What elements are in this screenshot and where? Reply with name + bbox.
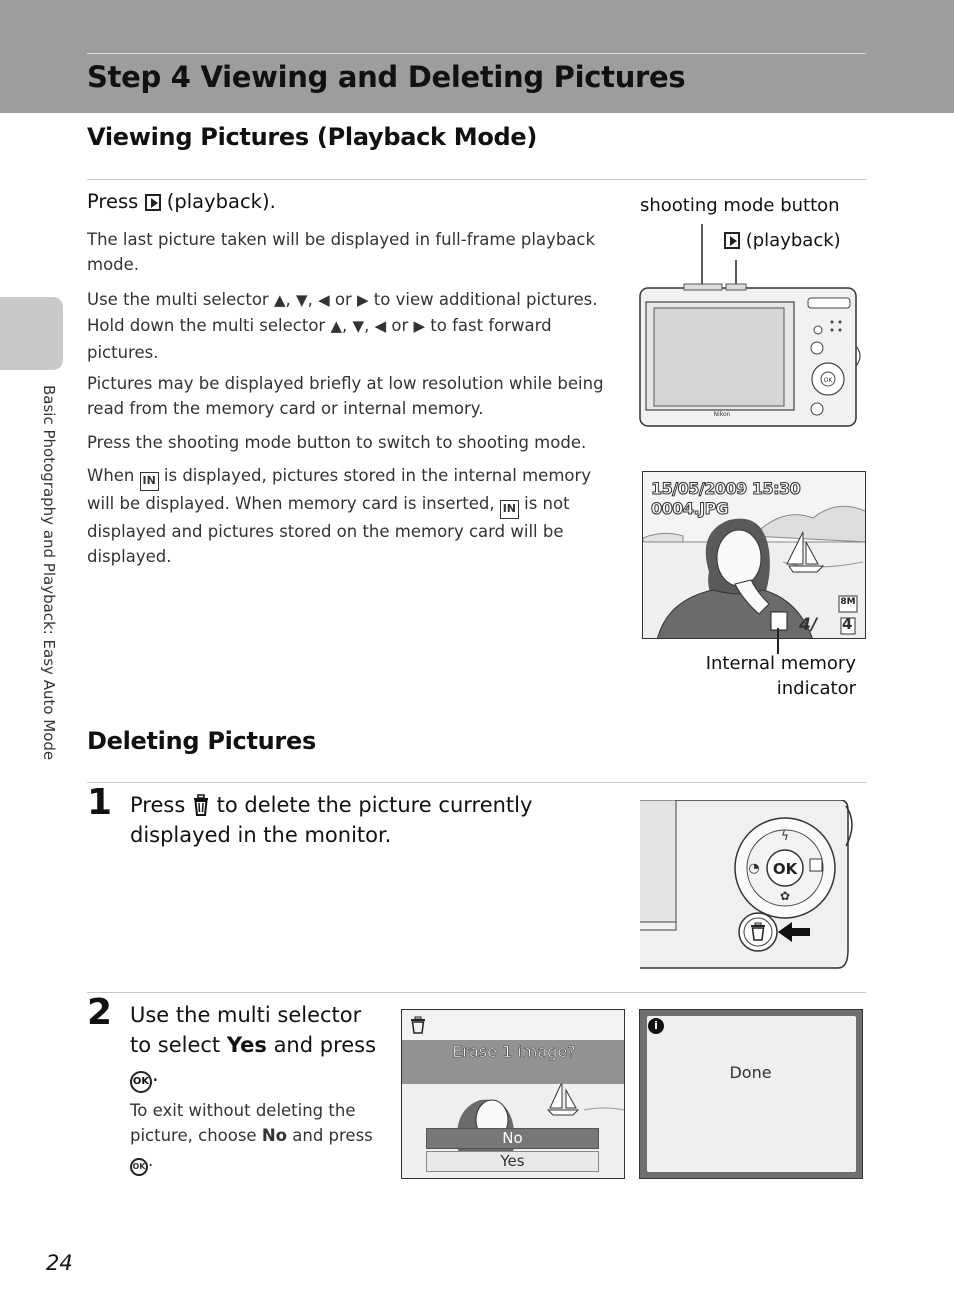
side-tab [0, 297, 63, 370]
deleting-heading: Deleting Pictures [87, 727, 316, 755]
viewing-paragraph-4: Press the shooting mode button to switch to shooting mode. [87, 433, 587, 452]
viewing-heading: Viewing Pictures (Playback Mode) [87, 123, 538, 151]
dialog-option-no[interactable]: No [426, 1128, 599, 1149]
viewing-paragraph-2: Use the multi selector ▲, ▼, ◀ or ▶ to view additional pictures. Hold down the multi selector ▲, ▼, ◀ or ▶ to fast forward pictures. [87, 290, 598, 362]
up-arrow-icon: ▲ [273, 291, 286, 309]
viewing-paragraph-3: Pictures may be displayed briefly at low resolution while being read from the memory card or internal memory. [87, 374, 604, 419]
svg-text:◔: ◔ [748, 861, 760, 876]
svg-text:OK: OK [772, 860, 798, 878]
shooting-mode-callout: shooting mode button [640, 195, 840, 216]
left-arrow-icon: ◀ [374, 317, 387, 336]
step-1-number: 1 [87, 782, 113, 823]
svg-text:ϟ: ϟ [781, 829, 789, 843]
erase-dialog-screen [401, 1009, 625, 1179]
trash-icon [410, 1016, 428, 1034]
up-arrow-icon: ▲ [330, 317, 343, 336]
right-arrow-icon: ▶ [413, 317, 426, 336]
screen-date: 15/05/2009 15:30 [651, 479, 801, 498]
step-divider [87, 992, 866, 993]
image-size-indicator: 8M [840, 597, 856, 607]
step-2-text: Use the multi selector to select Yes and press OK . [130, 1001, 385, 1093]
header-bar [0, 0, 954, 113]
ok-button-icon: OK [130, 1158, 148, 1176]
step-2-note: To exit without deleting the picture, choose No and press OK . [130, 1098, 385, 1176]
viewing-paragraph-5: When IN is displayed, pictures stored in the internal memory will be displayed. When memory card is inserted, IN is not displayed and pictures stored on the memory card will be displayed. [87, 466, 592, 567]
ok-button-icon: OK [130, 1071, 152, 1093]
trash-icon [192, 794, 210, 816]
internal-memory-icon: IN [140, 472, 159, 491]
step-1-text: Press to delete the picture currently displayed in the monitor. [130, 793, 533, 847]
down-arrow-icon: ▼ [352, 317, 365, 336]
header-rule [87, 53, 866, 54]
camera-back-illustration [636, 220, 866, 435]
page-title: Step 4 Viewing and Deleting Pictures [87, 60, 686, 94]
right-arrow-icon: ▶ [357, 291, 369, 309]
section-rule [87, 179, 866, 180]
svg-text:Nikon: Nikon [713, 411, 731, 418]
svg-text:OK: OK [823, 377, 833, 384]
side-tab-label: Basic Photography and Playback: Easy Auto Mode [40, 385, 58, 761]
frame-number: 4/ [799, 615, 818, 635]
done-panel [647, 1016, 856, 1172]
step-2-number: 2 [87, 992, 113, 1033]
camera-delete-illustration [640, 800, 860, 970]
screen-filename: 0004.JPG [651, 499, 729, 518]
playback-screen [642, 471, 866, 639]
viewing-paragraph-1: The last picture taken will be displayed in full-frame playback mode. [87, 230, 596, 275]
dialog-option-yes[interactable]: Yes [426, 1151, 599, 1172]
down-arrow-icon: ▼ [296, 291, 308, 309]
frame-total: 4 [842, 615, 853, 633]
page-number: 24 [46, 1251, 73, 1275]
done-screen [639, 1009, 863, 1179]
internal-memory-callout: Internal memory indicator [705, 653, 856, 699]
dialog-title: Erase 1 image? [452, 1042, 576, 1061]
internal-memory-icon: IN [500, 500, 519, 519]
left-arrow-icon: ◀ [318, 291, 330, 309]
done-label: Done [729, 1063, 772, 1082]
section-rule [87, 782, 866, 783]
svg-text:✿: ✿ [779, 889, 791, 903]
dialog-title-bar [402, 1010, 625, 1038]
playback-instruction: Press (playback). [87, 190, 276, 213]
playback-callout: (playback) [724, 230, 841, 251]
playback-icon [145, 194, 161, 211]
info-icon: i [648, 1018, 664, 1034]
